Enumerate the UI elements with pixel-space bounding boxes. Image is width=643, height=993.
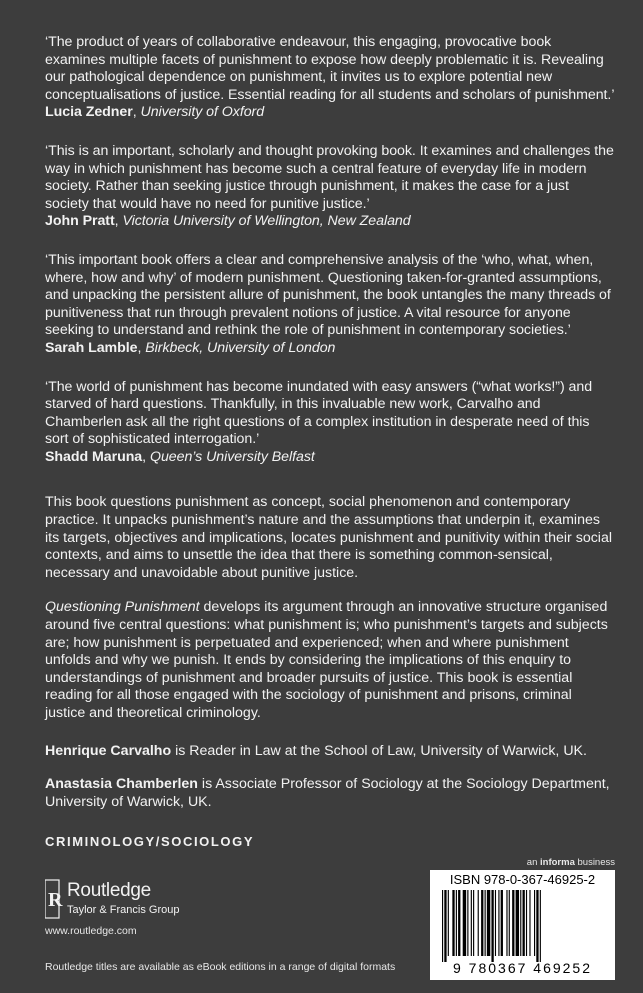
endorsement-2 <box>45 143 615 231</box>
book-description: This book questions punishment as concept, social phenomenon and contemporary practice. It unpacks punishment’s nature and the assumptions that underpin it, examines its targets, objectives and implications, locates punishment and punitivity within their social contexts, and aims to unsettle the idea that there is something common-sensical, necessary and unavoidable about punitive justice. <box>45 494 612 581</box>
routledge-logo <box>45 878 245 922</box>
endorser-affiliation: Victoria University of Wellington, New Zealand <box>122 213 411 230</box>
barcode-bar <box>481 890 483 956</box>
barcode-bar <box>452 890 454 956</box>
isbn-label: ISBN 978-0-367-46925-2 <box>449 872 596 887</box>
publisher-group: Taylor & Francis Group <box>67 904 180 916</box>
endorser-name: Shadd Maruna <box>45 448 143 465</box>
barcode-bar <box>467 890 468 956</box>
author-name: Anastasia Chamberlen <box>45 776 198 793</box>
endorsement-text: ‘The product of years of collaborative endeavour, this engaging, provocative book examines multiple facets of punishment to expose how deeply problematic it is. Revealing our pathological dependence on punishment, it invites us to explore potential new conceptualisations of justice. Essential reading for all students and scholars of punishment.’ <box>45 34 615 103</box>
endorser-name: John Pratt <box>45 213 115 230</box>
ebook-note: Routledge titles are available as eBook editions in a range of digital formats <box>45 961 396 973</box>
publisher-url[interactable]: www.routledge.com <box>45 925 137 937</box>
barcode-bar <box>448 890 449 956</box>
book-title: Questioning Punishment <box>45 599 200 616</box>
barcode-bar <box>509 890 510 956</box>
endorsement-attribution: John Pratt, Victoria University of Wellington, New Zealand <box>45 213 411 230</box>
barcode-bar <box>495 890 496 956</box>
barcode-bar <box>506 890 507 956</box>
author-bio-text: is Reader in Law at the School of Law, University of Warwick, UK. <box>171 742 587 759</box>
informa-tagline <box>527 857 615 868</box>
endorser-affiliation: University of Oxford <box>140 104 265 121</box>
author-bio-1 <box>45 743 615 761</box>
barcode-bar <box>485 890 486 956</box>
barcode-bar <box>523 890 525 956</box>
informa-prefix: an <box>526 857 541 868</box>
barcode-bar <box>501 890 503 956</box>
author-name: Henrique Carvalho <box>45 742 172 759</box>
barcode-bar <box>491 890 493 962</box>
endorsement-attribution: Lucia Zedner, University of Oxford <box>45 104 265 121</box>
barcode-bar <box>463 890 466 956</box>
book-description-structure <box>45 599 615 722</box>
barcode <box>430 870 615 980</box>
barcode-bar <box>516 890 519 956</box>
barcode-bar <box>487 890 490 956</box>
barcode-bar <box>456 890 457 956</box>
barcode-bar <box>471 890 472 956</box>
barcode-bar <box>498 890 499 956</box>
endorser-name: Sarah Lamble <box>45 339 138 356</box>
endorsement-3 <box>45 252 615 358</box>
barcode-bar <box>473 890 474 956</box>
barcode-bar <box>442 890 443 962</box>
svg-text:R: R <box>48 889 63 911</box>
barcode-bar <box>478 890 479 956</box>
endorsement-text: ‘This is an important, scholarly and thought provoking book. It examines and challenges the way in which punishment has become such a central feature of everyday life in modern society. Rather than seeking justice through punishment, it makes the case for a just society that would have no need for punitive justice.’ <box>45 142 614 212</box>
endorsement-attribution: Sarah Lamble, Birkbeck, University of London <box>45 339 336 356</box>
barcode-bars <box>440 890 610 962</box>
endorser-affiliation: Queen’s University Belfast <box>149 448 315 465</box>
ean-number: 9 780367 469252 <box>453 960 592 976</box>
informa-brand: informa <box>540 857 575 868</box>
endorser-affiliation: Birkbeck, University of London <box>145 339 336 356</box>
author-bio-2 <box>45 776 615 811</box>
endorsement-text: ‘This important book offers a clear and comprehensive analysis of the ‘who, what, when, where, how and why’ of modern punishment. Questioning taken-for-granted assumptions, and unpacking the persistent allure of punishment, the book untangles the many threads of punitiveness that run through prevalent notions of justice. A vital resource for anyone seeking to understand and rethink the role of punishment in contemporary societies.’ <box>45 251 611 339</box>
endorsement-1 <box>45 34 615 122</box>
publisher-name: Routledge <box>67 880 151 901</box>
informa-suffix: business <box>574 857 615 868</box>
back-cover-content <box>45 34 615 827</box>
endorsement-text: ‘The world of punishment has become inundated with easy answers (“what works!”) and starved of hard questions. Thankfully, in this invaluable new work, Carvalho and Chamberlen ask all the right questions of a complex institution in desperate need of this sort of sophisticated interrogation.’ <box>45 378 593 448</box>
barcode-bar <box>534 890 535 956</box>
barcode-bar <box>529 890 530 956</box>
barcode-bar <box>536 890 538 962</box>
barcode-bar <box>444 890 446 962</box>
barcode-bar <box>540 890 541 962</box>
endorsement-4 <box>45 379 615 467</box>
barcode-bar <box>458 890 460 956</box>
structure-text: develops its argument through an innovative structure organised around five central questions: what punishment is; who punishment’s targets and subjects are; how punishment is perpetuated and experienced; when and where punishment unfolds and why we punish. It ends by considering the implications of this enquiry to understandings of punishment and broader pursuits of justice. This book is essential reading for all those engaged with the sociology of punishment and prisons, criminal justice and theoretical criminology. <box>45 599 608 721</box>
endorser-name: Lucia Zedner <box>45 104 133 121</box>
barcode-bar <box>512 890 514 956</box>
endorsement-attribution: Shadd Maruna, Queen’s University Belfast <box>45 448 315 465</box>
barcode-bar <box>520 890 521 956</box>
subject-category: CRIMINOLOGY/SOCIOLOGY <box>45 834 255 849</box>
barcode-bar <box>526 890 527 956</box>
author-bio-text: is Associate Professor of Sociology at the Sociology Department, University of Warwick, UK. <box>45 776 610 810</box>
